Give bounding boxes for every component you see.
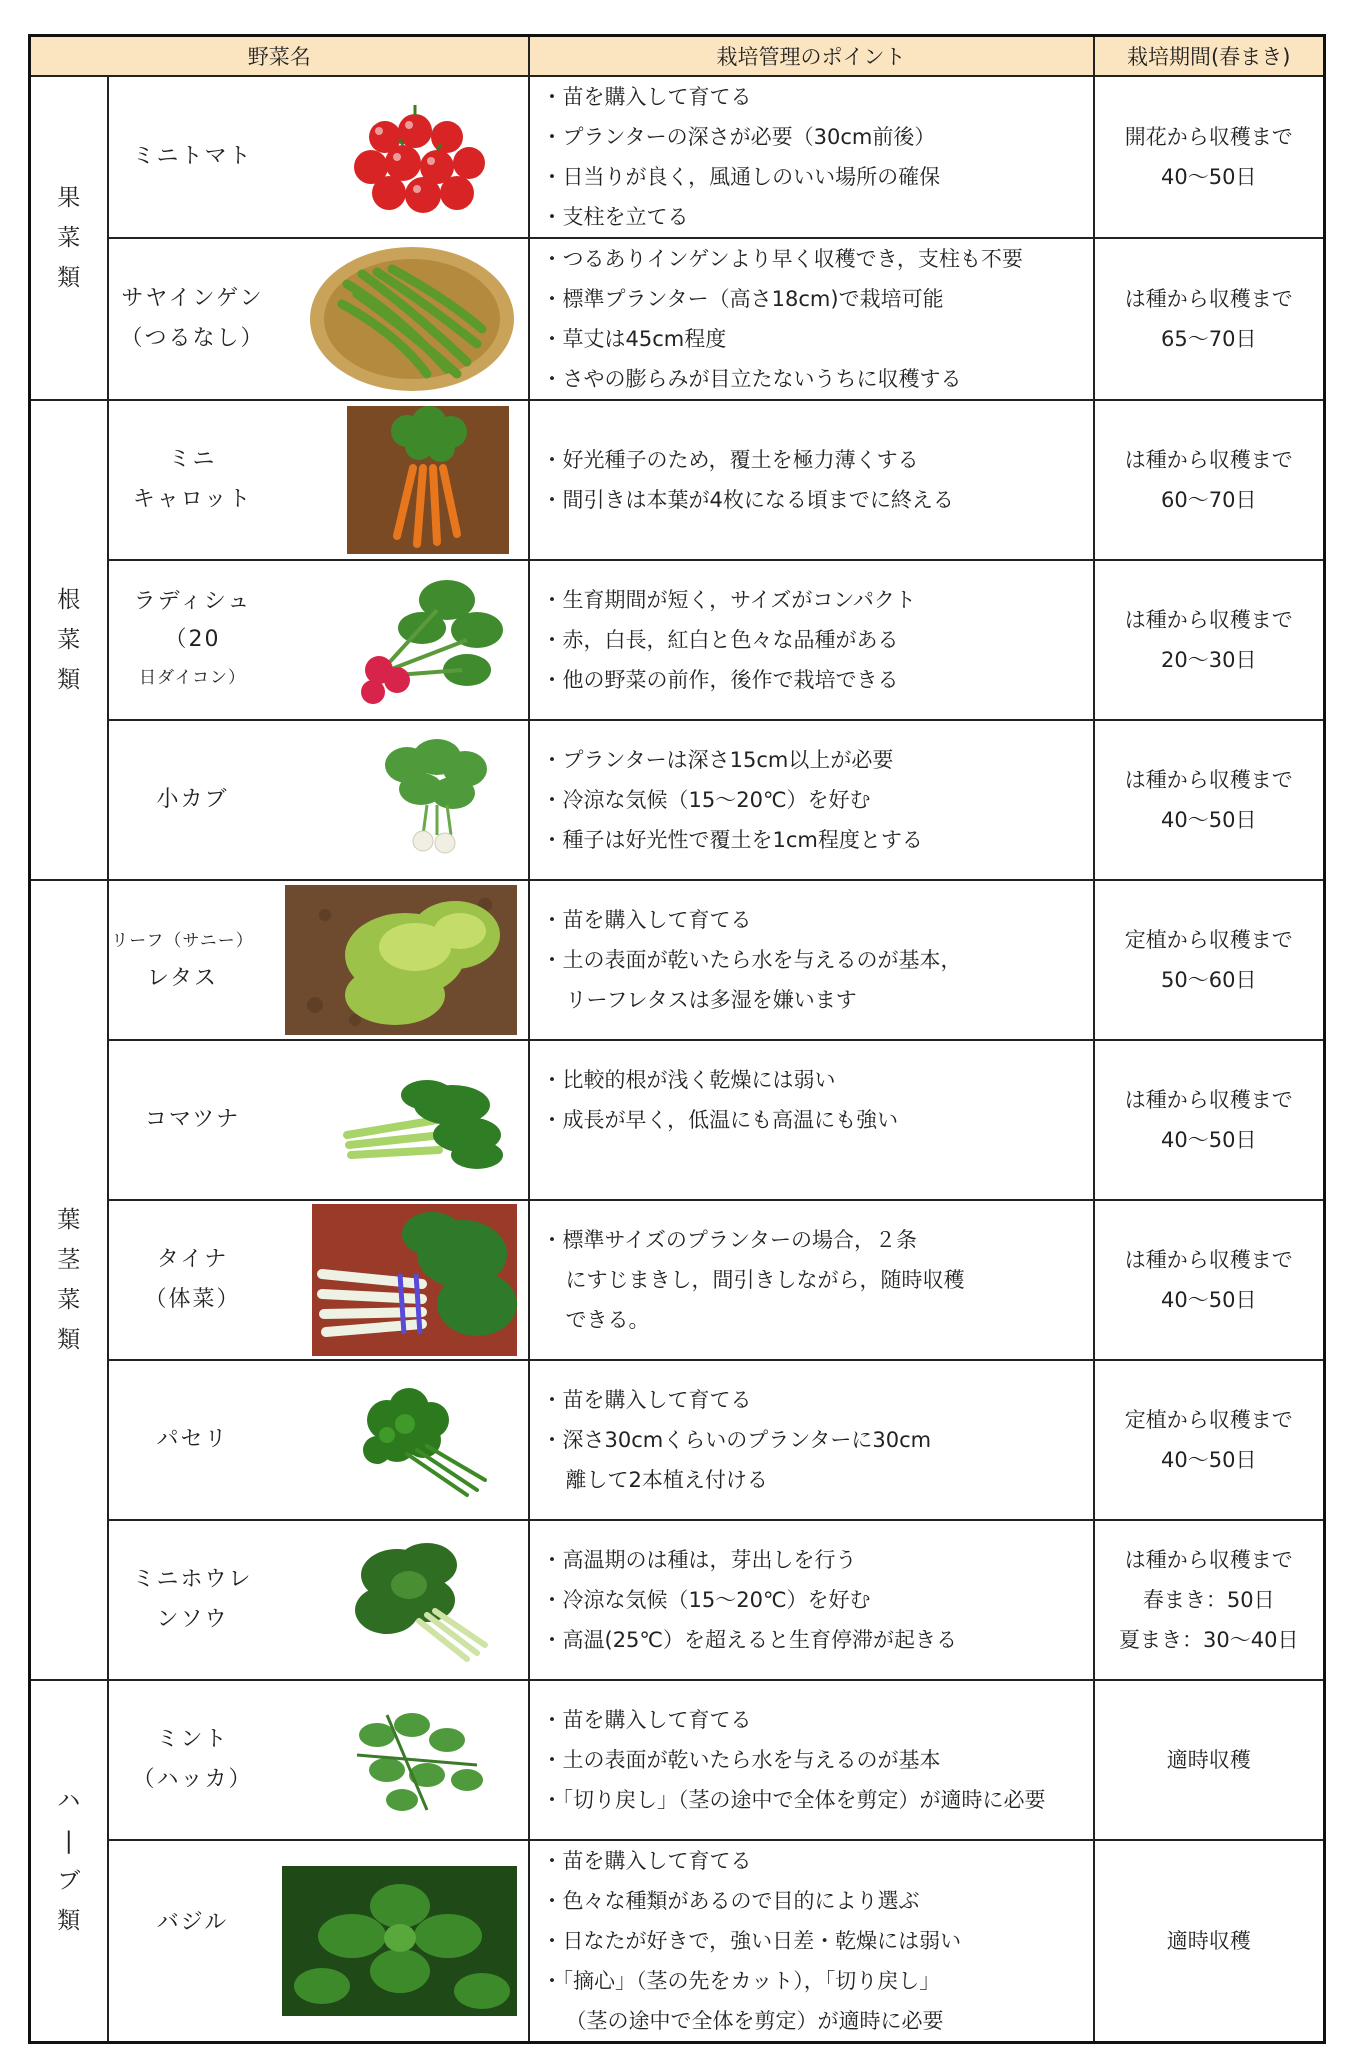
table-row [30,1680,1325,1840]
header-vegetable-name: 野菜名 [30,36,529,77]
cultivation-points: ・苗を購入して育てる ・色々な種類があるので目的により選ぶ ・日なたが好きで，強い日差・乾燥には弱い ・「摘心」（茎の先をカット），「切り戻し」 （茎の途中で全体を剪定）が適時に必要 [529,1840,1094,2043]
vegetable-name: ラディシュ（20 日ダイコン） [133,589,252,688]
vegetable-cell [108,1360,529,1520]
table-row [30,1040,1325,1200]
vegetable-cell [108,720,529,880]
cultivation-period: 定植から収穫まで 40〜50日 [1094,1360,1325,1520]
vegetable-cultivation-table [28,34,1326,2044]
cultivation-points: ・つるありインゲンより早く収穫でき，支柱も不要 ・標準プランター（高さ18cm)で栽培可能 ・草丈は45cm程度 ・さやの膨らみが目立たないうちに収穫する [529,238,1094,400]
header-period: 栽培期間(春まき) [1094,36,1325,77]
vegetable-name: ミニホウレ ンソウ [132,1567,253,1632]
vegetable-cell [108,560,529,720]
category-fruit-vegetables: 果 菜 類 [30,76,108,400]
vegetable-cell [108,76,529,238]
cultivation-period: 適時収穫 [1094,1840,1325,2043]
vegetable-cell [108,1520,529,1680]
vegetable-name: サヤインゲン （つるなし） [120,286,265,351]
cultivation-points: ・プランターは深さ15cm以上が必要 ・冷涼な気候（15〜20℃）を好む ・種子は好光性で覆土を1cm程度とする [529,720,1094,880]
table-row [30,76,1325,238]
turnip-photo [357,735,507,865]
cultivation-points: ・苗を購入して育てる ・土の表面が乾いたら水を与えるのが基本， リーフレタスは多湿を嫌います [529,880,1094,1040]
table-row [30,560,1325,720]
parsley-photo [347,1380,497,1500]
cultivation-period: は種から収穫まで 40〜50日 [1094,1040,1325,1200]
cultivation-period: 開花から収穫まで 40〜50日 [1094,76,1325,238]
cultivation-period: は種から収穫まで 60〜70日 [1094,400,1325,560]
vegetable-name: ミニトマト [132,144,253,169]
vegetable-name: ミニ キャロット [132,447,253,512]
table-row [30,238,1325,400]
green-bean-basket-photo [307,244,517,394]
cultivation-period: は種から収穫まで 20〜30日 [1094,560,1325,720]
carrot-bunch-photo [347,406,509,554]
vegetable-cell [108,1840,529,2043]
category-root-vegetables: 根 菜 類 [30,400,108,880]
table-row [30,720,1325,880]
radish-photo [327,570,517,710]
table-row [30,400,1325,560]
cultivation-period: は種から収穫まで 65〜70日 [1094,238,1325,400]
vegetable-name: 小カブ [156,787,229,812]
header-row [30,36,1325,77]
vegetable-cell [108,1040,529,1200]
cultivation-period: 定植から収穫まで 50〜60日 [1094,880,1325,1040]
vegetable-cell [108,880,529,1040]
vegetable-name: リーフ（サニー） レタス [111,931,254,991]
vegetable-cell [108,400,529,560]
cultivation-points: ・好光種子のため，覆土を極力薄くする ・間引きは本葉が4枚になる頃までに終える [529,400,1094,560]
vegetable-cell [108,238,529,400]
cultivation-points: ・生育期間が短く，サイズがコンパクト ・赤，白長，紅白と色々な品種がある ・他の野菜の前作，後作で栽培できる [529,560,1094,720]
vegetable-cell [108,1680,529,1840]
cultivation-points: ・苗を購入して育てる ・プランターの深さが必要（30cm前後） ・日当りが良く，風通しのいい場所の確保 ・支柱を立てる [529,76,1094,238]
leaf-lettuce-photo [285,885,517,1035]
table-row [30,880,1325,1040]
taina-photo [312,1204,517,1356]
spinach-photo [327,1535,507,1665]
table-row [30,1520,1325,1680]
cultivation-points: ・苗を購入して育てる ・土の表面が乾いたら水を与えるのが基本 ・「切り戻し」（茎の途中で全体を剪定）が適時に必要 [529,1680,1094,1840]
basil-photo [282,1866,517,2016]
vegetable-name: バジル [156,1910,229,1935]
header-points: 栽培管理のポイント [529,36,1094,77]
category-herbs: ハ | ブ 類 [30,1680,108,2043]
cherry-tomato-photo [327,97,517,217]
cultivation-period: は種から収穫まで 40〜50日 [1094,1200,1325,1360]
vegetable-name: パセリ [156,1427,229,1452]
cultivation-period: 適時収穫 [1094,1680,1325,1840]
vegetable-name: ミント （ハッカ） [132,1727,253,1792]
cultivation-points: ・比較的根が浅く乾燥には弱い ・成長が早く，低温にも高温にも強い [529,1040,1094,1200]
komatsuna-photo [327,1065,507,1175]
cultivation-points: ・高温期のは種は，芽出しを行う ・冷涼な気候（15〜20℃）を好む ・高温(25℃）を超えると生育停滞が起きる [529,1520,1094,1680]
table-row [30,1360,1325,1520]
table-row [30,1200,1325,1360]
cultivation-points: ・苗を購入して育てる ・深さ30cmくらいのプランターに30cm 離して2本植え付ける [529,1360,1094,1520]
cultivation-points: ・標準サイズのプランターの場合，２条 にすじまきし，間引きしながら，随時収穫 できる。 [529,1200,1094,1360]
mint-photo [327,1695,507,1825]
vegetable-cell [108,1200,529,1360]
cultivation-period: は種から収穫まで 春まき：50日 夏まき：30〜40日 [1094,1520,1325,1680]
vegetable-name: コマツナ [144,1107,241,1132]
vegetable-name: タイナ （体菜） [144,1247,241,1312]
table-row [30,1840,1325,2043]
category-leaf-stem-vegetables: 葉 茎 菜 類 [30,880,108,1680]
cultivation-period: は種から収穫まで 40〜50日 [1094,720,1325,880]
